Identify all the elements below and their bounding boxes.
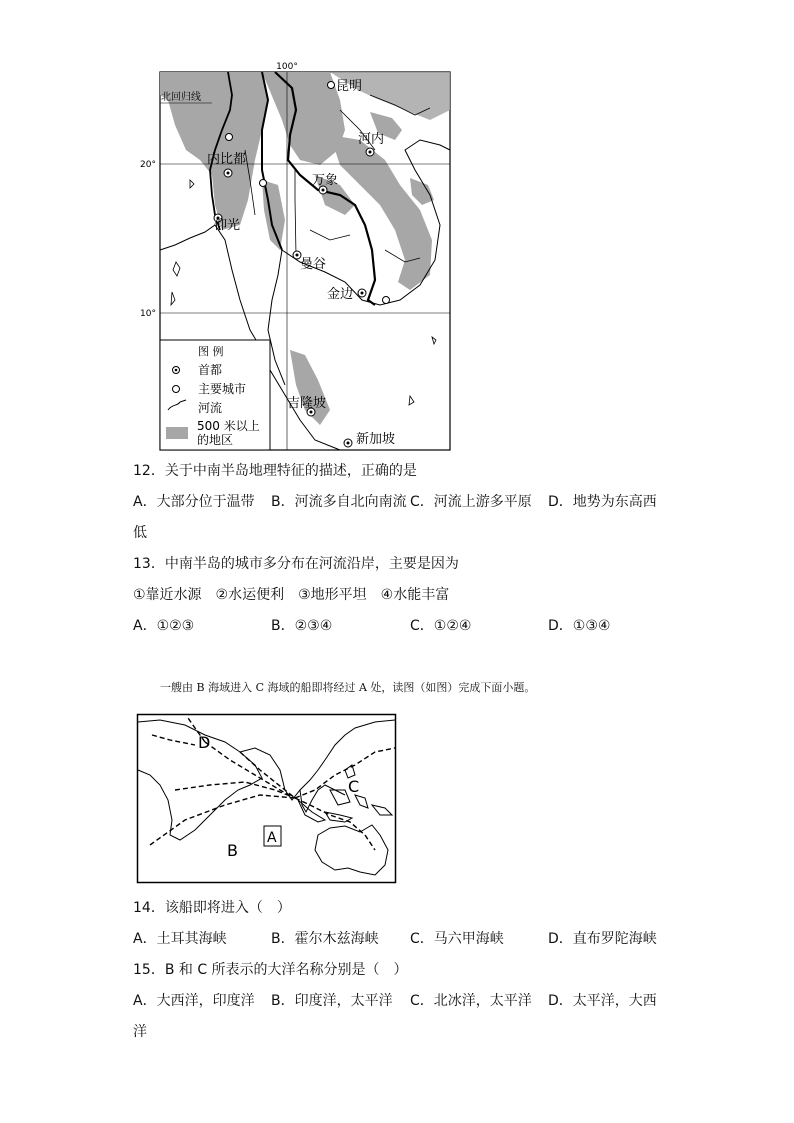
city-icon	[226, 134, 233, 141]
passage-text: 一艘由 B 海域进入 C 海域的船即将经过 A 处，读图（如图）完成下面小题。	[160, 681, 536, 694]
q12-option-a[interactable]: A．大部分位于温带	[133, 494, 255, 510]
label-c: C	[348, 777, 360, 796]
city-label-phnom-penh: 金边	[327, 287, 354, 302]
q15-options	[133, 991, 733, 1011]
q12-option-c[interactable]: C．河流上游多平原	[410, 494, 532, 510]
city-label-singapore: 新加坡	[356, 432, 396, 447]
q13-option-c[interactable]: C．①②④	[410, 618, 472, 634]
q13-option-b[interactable]: B．②③④	[271, 618, 333, 634]
legend-capital: 首都	[198, 363, 223, 377]
q14-option-c[interactable]: C．马六甲海峡	[410, 931, 504, 947]
city-label-vientiane: 万象	[312, 173, 339, 188]
q14-stem: 14．该船即将进入（ ）	[133, 900, 291, 916]
label-b: B	[227, 841, 238, 860]
highland-legend-icon	[166, 427, 188, 439]
q15-option-b[interactable]: B．印度洋，太平洋	[271, 993, 393, 1009]
label-d: D	[198, 733, 211, 752]
map-legend	[160, 340, 270, 450]
city-label-kunming: 昆明	[336, 79, 363, 94]
q13-options	[133, 616, 733, 636]
lat20-label: 20°	[140, 160, 156, 170]
q15-option-d-cont: 洋	[133, 1024, 147, 1040]
city-label-kuala-lumpur: 吉隆坡	[287, 396, 327, 411]
q13-items: ①靠近水源 ②水运便利 ③地形平坦 ④水能丰富	[133, 587, 450, 603]
q15-option-d[interactable]: D．太平洋，大西	[548, 993, 657, 1009]
q14-option-b[interactable]: B．霍尔木兹海峡	[271, 931, 379, 947]
q13-option-a[interactable]: A．①②③	[133, 618, 195, 634]
city-label-bangkok: 曼谷	[300, 257, 327, 272]
lon-label: 100°	[276, 62, 298, 72]
legend-highland-2: 的地区	[197, 433, 234, 447]
q12-option-d[interactable]: D．地势为东高西	[548, 494, 657, 510]
indochina-map	[140, 60, 460, 455]
city-label-naypyidaw: 内比都	[207, 152, 247, 167]
ocean-route-map	[136, 713, 398, 885]
q15-stem: 15．B 和 C 所表示的大洋名称分别是（ ）	[133, 962, 408, 978]
capital-icon	[344, 439, 352, 447]
q12-option-d-cont: 低	[133, 525, 147, 541]
q14-options	[133, 929, 733, 949]
city-label-hanoi: 河内	[358, 132, 385, 147]
legend-highland-1: 500 米以上	[197, 419, 260, 433]
legend-river: 河流	[198, 401, 223, 415]
city-label-yangon: 仰光	[214, 218, 241, 233]
city-icon	[260, 180, 267, 187]
lat10-label: 10°	[140, 309, 156, 319]
label-a: A	[267, 830, 277, 846]
q15-option-a[interactable]: A．大西洋，印度洋	[133, 993, 255, 1009]
city-legend-icon	[173, 386, 180, 393]
capital-icon	[358, 289, 366, 297]
q13-stem: 13．中南半岛的城市多分布在河流沿岸，主要是因为	[133, 556, 459, 572]
capital-icon	[366, 148, 374, 156]
legend-city: 主要城市	[198, 382, 247, 396]
q12-options	[133, 492, 733, 512]
tropic-label: 北回归线	[161, 92, 201, 103]
q14-option-a[interactable]: A．土耳其海峡	[133, 931, 227, 947]
q13-option-d[interactable]: D．①③④	[548, 618, 611, 634]
q12-option-b[interactable]: B．河流多自北向南流	[271, 494, 407, 510]
q14-option-d[interactable]: D．直布罗陀海峡	[548, 931, 657, 947]
city-icon	[383, 297, 390, 304]
q15-option-c[interactable]: C．北冰洋，太平洋	[410, 993, 532, 1009]
city-icon	[328, 82, 335, 89]
legend-title: 图 例	[198, 345, 224, 358]
capital-icon	[224, 169, 232, 177]
q12-stem: 12．关于中南半岛地理特征的描述，正确的是	[133, 463, 417, 479]
